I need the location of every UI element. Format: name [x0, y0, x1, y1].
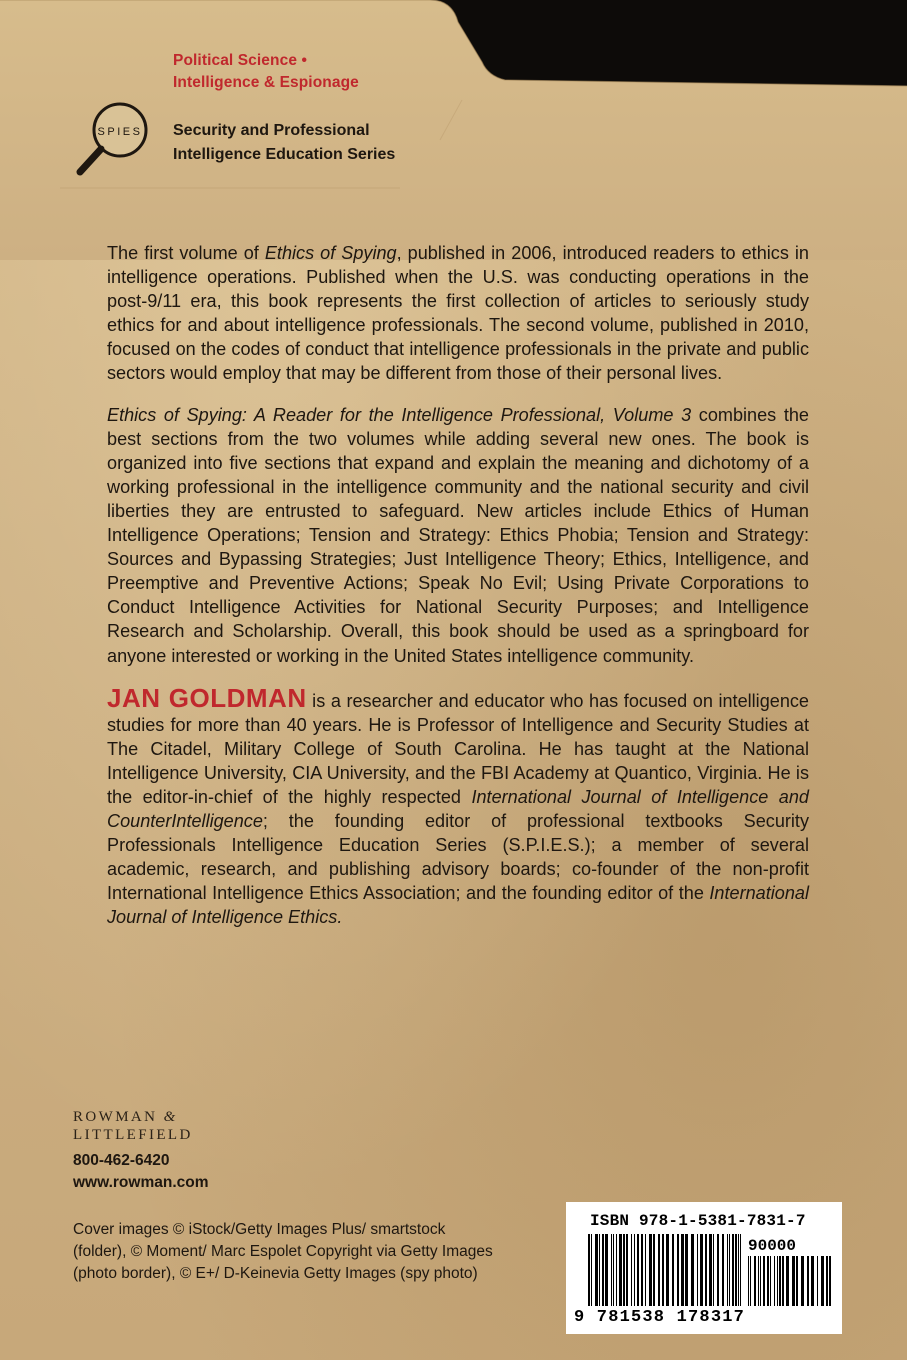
barcode-digits: 9 781538 178317: [574, 1308, 746, 1327]
cover-image-credits: Cover images © iStock/Getty Images Plus/ smartstock (folder), © Moment/ Marc Espolet Copyright via Getty Images (photo border), © E+/ D-Keinevia Getty Images (spy photo): [73, 1221, 493, 1282]
author-name: JAN GOLDMAN: [107, 682, 307, 713]
subcategory-label: Intelligence & Espionage: [173, 74, 359, 91]
book-full-title: Ethics of Spying: A Reader for the Intelligence Professional, Volume 3: [107, 404, 692, 425]
series-title-line1: Security and Professional: [173, 122, 370, 139]
description-paragraph-1: The first volume of Ethics of Spying, published in 2006, introduced readers to ethics in intelligence operations. Published when the U.S. was conducting operations in the post-9/11 era, this book represents the first collection of articles to seriously study ethics for and about intelligence professionals. The second volume, published in 2010, focused on the codes of conduct that intelligence professionals in the private and public sectors would employ that may be different from those of their personal lives.: [107, 243, 809, 384]
publisher-website: www.rowman.com: [73, 1174, 209, 1191]
description-body: [107, 241, 809, 947]
isbn-barcode: [566, 1202, 842, 1334]
journal-title-2: International Journal of Intelligence Ethics.: [107, 883, 809, 928]
isbn-label: ISBN 978-1-5381-7831-7: [590, 1212, 806, 1230]
spies-logo-text: SPIES: [97, 126, 143, 138]
category-label: Political Science •: [173, 52, 307, 69]
price-code: 90000: [748, 1237, 797, 1255]
series-title-line2: Intelligence Education Series: [173, 146, 396, 163]
journal-title: International Journal of Intelligence and CounterIntelligence: [107, 786, 809, 832]
publisher-logo: ROWMAN & LITTLEFIELD: [73, 1109, 193, 1143]
author-bio: JAN GOLDMAN is a researcher and educator who has focused on intelligence studies for more than 40 years. He is Professor of Intelligence and Security Studies at The Citadel, Military College of South Carolina. He has taught at the National Intelligence University, CIA University, and the FBI Academy at Quantico, Virginia. He is the editor-in-chief of the highly respected International Journal of Intelligence and CounterIntelligence; the founding editor of professional textbooks Security Professionals Intelligence Education Series (S.P.I.E.S.); a member of several academic, research, and publishing advisory boards; co-founder of the non-profit International Intelligence Ethics Association; and the founding editor of the International Journal of Intelligence Ethics.: [107, 682, 809, 928]
book-title: Ethics of Spying: [264, 243, 397, 263]
publisher-phone: 800-462-6420: [73, 1152, 170, 1169]
description-paragraph-2: Ethics of Spying: A Reader for the Intelligence Professional, Volume 3 combines the best sections from the two volumes while adding several new ones. The book is organized into five sections that expand and explain the meaning and dichotomy of a working professional in the intelligence community and the national security and civil liberties they are entrusted to safeguard. New articles include Ethics of Human Intelligence Operations; Tension and Strategy: Ethics Phobia; Tension and Strategy: Sources and Bypassing Strategies; Just Intelligence Theory; Ethics, Intelligence, and Preemptive and Preventive Actions; Speak No Evil; Using Private Corporations to Conduct Intelligence Activities for National Security Purposes; and Intelligence Research and Scholarship. Overall, this book should be used as a springboard for anyone interested or working in the United States intelligence community.: [107, 404, 809, 666]
magnifier-icon: [74, 100, 166, 180]
